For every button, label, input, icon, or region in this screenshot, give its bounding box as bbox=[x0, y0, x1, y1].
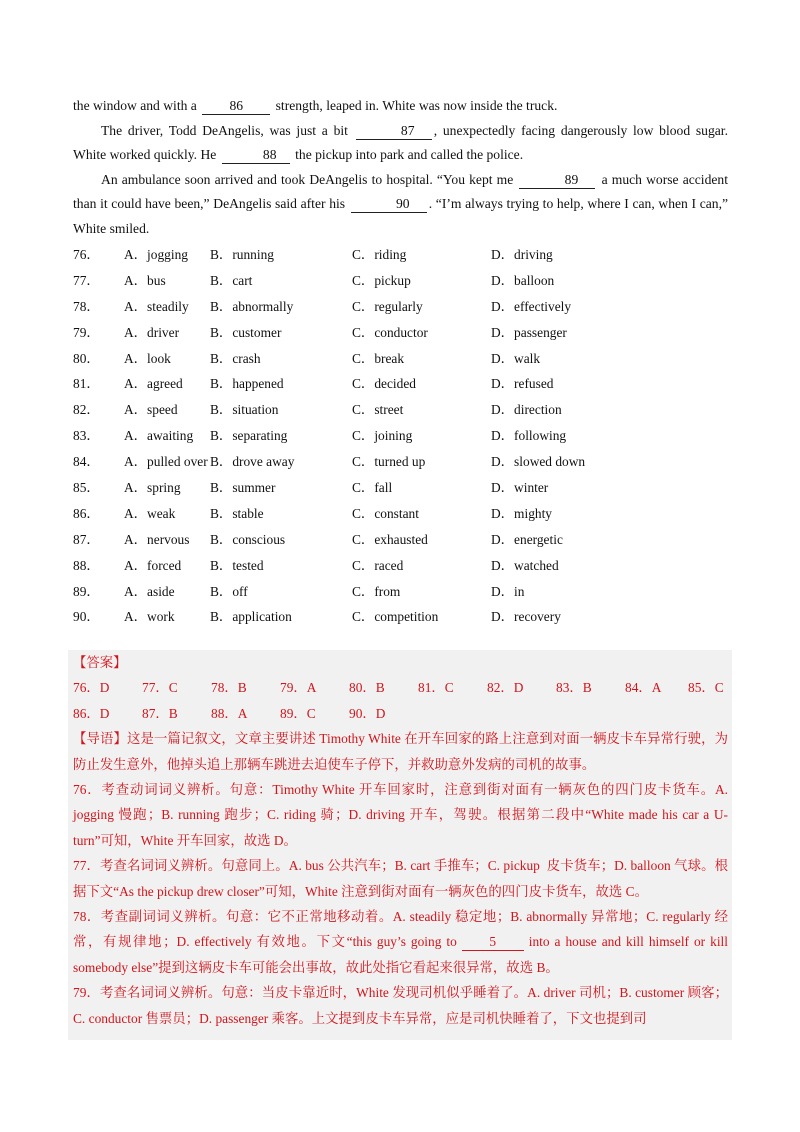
option-a: A．forced bbox=[124, 557, 182, 573]
option-b: B．happened bbox=[210, 376, 284, 392]
option-a: A．nervous bbox=[124, 531, 190, 547]
blank-87: 87 bbox=[356, 122, 432, 140]
option-a: A．jogging bbox=[124, 247, 188, 262]
answer-section bbox=[68, 650, 732, 1040]
option-a: A．weak bbox=[124, 505, 176, 521]
option-a: A．pulled over bbox=[124, 454, 208, 470]
option-b: B．stable bbox=[210, 505, 264, 521]
option-a: A．agreed bbox=[124, 376, 183, 392]
answer-item: 88．A bbox=[211, 705, 248, 721]
question-row bbox=[73, 320, 733, 346]
answer-item: 79．A bbox=[280, 680, 317, 696]
question-number: 85． bbox=[73, 480, 100, 496]
question-row bbox=[73, 449, 733, 475]
option-b: B．tested bbox=[210, 557, 264, 573]
question-number: 81． bbox=[73, 376, 100, 392]
option-d: D．passenger bbox=[491, 324, 567, 340]
option-c: C．exhausted bbox=[352, 531, 428, 547]
question-number: 78． bbox=[73, 298, 100, 314]
question-row bbox=[73, 268, 733, 294]
passage-text: the window and with a bbox=[73, 98, 201, 113]
option-b: B．running bbox=[210, 247, 274, 262]
answer-item: 84．A bbox=[625, 680, 662, 696]
question-number: 83． bbox=[73, 428, 100, 444]
answer-key-row bbox=[73, 701, 728, 726]
option-d: D．balloon bbox=[491, 272, 555, 288]
question-number: 86． bbox=[73, 505, 100, 521]
option-b: B．abnormally bbox=[210, 298, 294, 314]
option-d: D．winter bbox=[491, 480, 549, 496]
answer-item: 90．D bbox=[349, 705, 386, 721]
question-number: 82． bbox=[73, 402, 100, 418]
question-options-list bbox=[73, 242, 733, 630]
option-d: D．energetic bbox=[491, 531, 563, 547]
explanation-text: into a house and kill himself or kill somebody else”提到这辆皮卡车可能会出事故，故此处指它看起来很异常，故选 B。 bbox=[73, 934, 728, 975]
option-a: A．aside bbox=[124, 583, 175, 599]
option-d: D．watched bbox=[491, 557, 559, 573]
answer-item: 85．C bbox=[688, 680, 724, 696]
option-b: B．customer bbox=[210, 324, 282, 340]
passage-text: strength, leaped in. White was now inside the truck. bbox=[272, 98, 558, 113]
option-a: A．steadily bbox=[124, 298, 189, 314]
question-row bbox=[73, 553, 733, 579]
option-c: C．from bbox=[352, 583, 401, 599]
option-c: C．joining bbox=[352, 428, 413, 444]
option-c: C．conductor bbox=[352, 324, 428, 340]
option-c: C．fall bbox=[352, 480, 393, 496]
answer-item: 77．C bbox=[142, 680, 178, 696]
option-b: B．application bbox=[210, 609, 292, 625]
option-c: C．constant bbox=[352, 505, 419, 521]
question-number: 79． bbox=[73, 324, 100, 340]
answer-item: 86．D bbox=[73, 705, 110, 721]
option-d: D．slowed down bbox=[491, 454, 586, 470]
option-c: C．riding bbox=[352, 247, 407, 262]
answer-heading: 【答案】 bbox=[73, 655, 127, 670]
answer-item: 76．D bbox=[73, 680, 110, 696]
option-d: D．driving bbox=[491, 247, 553, 262]
explanation-text: 78．考查副词词义辨析。句意：它不正常地移动着。A. steadily 稳定地；B. abnormally 异常地；C. regularly 经常，有规律地；D. effectively 有效地。下文“this guy’s going to bbox=[73, 909, 728, 950]
question-number: 87． bbox=[73, 531, 100, 547]
blank-90: 90 bbox=[351, 195, 427, 213]
option-b: B．separating bbox=[210, 428, 288, 444]
option-d: D．following bbox=[491, 428, 567, 444]
question-number: 84． bbox=[73, 454, 100, 470]
answer-item: 82．D bbox=[487, 680, 524, 696]
option-c: C．regularly bbox=[352, 298, 423, 314]
question-row bbox=[73, 475, 733, 501]
question-number: 89． bbox=[73, 583, 100, 599]
passage-text: . “I’m always trying to help, where I can, when I can,” White smiled. bbox=[73, 196, 729, 236]
passage-text: The driver, Todd DeAngelis, was just a bit bbox=[101, 122, 354, 138]
explanation-78 bbox=[73, 904, 728, 980]
passage-text: the pickup into park and called the police. bbox=[291, 147, 524, 163]
option-a: A．awaiting bbox=[124, 428, 194, 444]
passage-text: a much worse accident than it could have been,” DeAngelis said after his bbox=[73, 171, 728, 212]
explanation-77: 77．考查名词词义辨析。句意同上。A. bus 公共汽车；B. cart 手推车；C. pickup 皮卡货车；D. balloon 气球。根据下文“As the pickup drew closer”可知，White 注意到街对面有一辆灰色的四门皮卡货车，故选 C。 bbox=[73, 858, 728, 899]
passage-paragraph bbox=[73, 168, 728, 242]
option-c: C．street bbox=[352, 402, 404, 418]
answer-key-row bbox=[73, 675, 728, 700]
option-d: D．refused bbox=[491, 376, 554, 392]
question-row bbox=[73, 294, 733, 320]
explanation-76: 76．考查动词词义辨析。句意：Timothy White 开车回家时，注意到街对面有一辆灰色的四门皮卡货车。A. jogging 慢跑；B. running 跑步；C. riding 骑；D. driving 开车，驾驶。根据第二段中“White made his car a U-turn”可知，White 开车回家，故选 D。 bbox=[73, 782, 728, 848]
option-b: B．crash bbox=[210, 350, 261, 366]
question-row bbox=[73, 579, 733, 605]
option-a: A．bus bbox=[124, 272, 166, 288]
question-row bbox=[73, 371, 733, 397]
question-number: 77． bbox=[73, 272, 100, 288]
option-b: B．off bbox=[210, 583, 248, 599]
question-row bbox=[73, 501, 733, 527]
option-c: C．raced bbox=[352, 557, 404, 573]
question-number: 90． bbox=[73, 609, 100, 625]
option-b: B．conscious bbox=[210, 531, 286, 547]
option-c: C．competition bbox=[352, 609, 439, 625]
question-row bbox=[73, 346, 733, 372]
option-d: D．effectively bbox=[491, 298, 572, 314]
question-row bbox=[73, 242, 733, 268]
blank-5: 5 bbox=[462, 934, 524, 951]
option-d: D．in bbox=[491, 583, 525, 599]
question-number: 88． bbox=[73, 557, 100, 573]
option-d: D．direction bbox=[491, 402, 562, 418]
cloze-passage bbox=[73, 94, 728, 242]
option-d: D．walk bbox=[491, 350, 541, 366]
option-a: A．look bbox=[124, 350, 171, 366]
option-a: A．driver bbox=[124, 324, 180, 340]
option-d: D．mighty bbox=[491, 505, 553, 521]
option-c: C．pickup bbox=[352, 272, 411, 288]
answer-guide: 【导语】这是一篇记叙文，文章主要讲述 Timothy White 在开车回家的路上注意到对面一辆皮卡车异常行驶，为防止发生意外，他掉头追上那辆车跳进去迫使车子停下，并救助意外发病的司机的故事。 bbox=[73, 731, 728, 772]
option-b: B．cart bbox=[210, 272, 253, 288]
option-b: B．situation bbox=[210, 402, 279, 418]
option-a: A．speed bbox=[124, 402, 178, 418]
passage-paragraph bbox=[73, 119, 728, 168]
question-number: 76． bbox=[73, 247, 100, 262]
question-number: 80． bbox=[73, 350, 100, 366]
question-row bbox=[73, 397, 733, 423]
blank-88: 88 bbox=[222, 146, 290, 164]
option-c: C．break bbox=[352, 350, 405, 366]
option-a: A．spring bbox=[124, 480, 181, 496]
blank-86: 86 bbox=[202, 97, 270, 115]
answer-item: 83．B bbox=[556, 680, 592, 696]
answer-item: 81．C bbox=[418, 680, 454, 696]
explanation-79: 79．考查名词词义辨析。句意：当皮卡靠近时，White 发现司机似乎睡着了。A. driver 司机；B. customer 顾客；C. conductor 售票员；D. passenger 乘客。上文提到皮卡车异常，应是司机快睡着了，下文也提到司 bbox=[73, 985, 728, 1026]
passage-paragraph bbox=[73, 94, 728, 119]
passage-text: An ambulance soon arrived and took DeAngelis to hospital. “You kept me bbox=[101, 171, 518, 187]
answer-item: 87．B bbox=[142, 705, 178, 721]
option-c: C．decided bbox=[352, 376, 416, 392]
passage-text: , unexpectedly facing dangerously low blood sugar. White worked quickly. He bbox=[73, 122, 728, 163]
blank-89: 89 bbox=[519, 171, 595, 189]
option-b: B．drove away bbox=[210, 454, 295, 470]
answer-item: 89．C bbox=[280, 705, 316, 721]
option-b: B．summer bbox=[210, 480, 276, 496]
question-row bbox=[73, 527, 733, 553]
answer-item: 80．B bbox=[349, 680, 385, 696]
option-a: A．work bbox=[124, 609, 175, 625]
question-row bbox=[73, 423, 733, 449]
answer-item: 78．B bbox=[211, 680, 247, 696]
option-d: D．recovery bbox=[491, 609, 561, 625]
question-row bbox=[73, 604, 733, 630]
option-c: C．turned up bbox=[352, 454, 426, 470]
